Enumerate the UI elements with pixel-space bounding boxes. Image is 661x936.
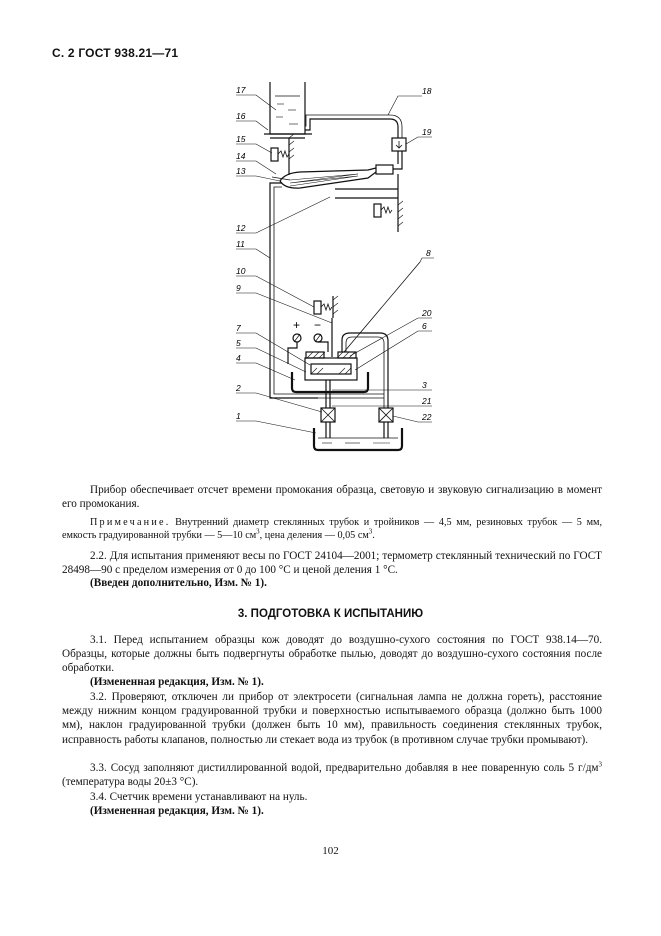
section-3-title: 3. ПОДГОТОВКА К ИСПЫТАНИЮ [237, 608, 424, 620]
callout-3: 3 [422, 380, 427, 390]
clause-2-2: 2.2. Для испытания применяют весы по ГОСТ 24104—2001; термометр стеклянный технический по ГОСТ 28498—90 с пределом измерения от 0 до 100 °C и ценой деления 1 °C. [62, 550, 602, 577]
callout-14: 14 [236, 151, 246, 161]
note-label: Примечание. [90, 517, 171, 528]
callout-2: 2 [236, 383, 241, 393]
clause-3-3-b: (температура воды 20±3 °C). [62, 776, 199, 789]
clause-3-1-amendment: (Измененная редакция, Изм. № 1). [90, 676, 264, 688]
note-part-b: , цена деления — 0,05 см [259, 530, 369, 542]
callout-6: 6 [422, 321, 427, 331]
callout-21: 21 [422, 396, 432, 406]
page-number: 102 [322, 845, 339, 857]
polarity-plus: + [293, 318, 301, 332]
note [62, 516, 602, 543]
callout-16: 16 [236, 111, 246, 121]
clause-3-2: 3.2. Проверяют, отключен ли прибор от электросети (сигнальная лампа не должна гореть), расстояние между нижним концом градуированной трубки и поверхностью испытываемого образца (должно быть 1000 мм), наклон градуированной трубки (должен быть 10 мм), правильность соединения стеклянных трубок, исправность работы клапанов, полностью ли стекает вода из трубок (в противном случае трубки промывают). [62, 691, 602, 746]
clause-3-1: 3.1. Перед испытанием образцы кож доводят до воздушно-сухого состояния по ГОСТ 938.14—70. Образцы, которые должны быть подвергнуты обработке пылью, доводят до воздушно-сухого состояния после обработки. [62, 634, 602, 675]
note-part-a: Внутренний диаметр стеклянных трубок и тройников — 4,5 мм, резиновых трубок — 5 мм, емкость градуированной трубки — 5—10 см [62, 517, 603, 542]
callout-9: 9 [236, 283, 241, 293]
device-description: Прибор обеспечивает отсчет времени промокания образца, световую и звуковую сигнализацию в момент его промокания. [62, 484, 602, 511]
callout-8: 8 [426, 248, 431, 258]
clause-3-3-sup: 3 [598, 760, 602, 769]
page-header: С. 2 ГОСТ 938.21—71 [52, 46, 179, 60]
note-sup-1: 3 [256, 528, 260, 537]
note-sup-2: 3 [368, 528, 373, 537]
clause-3-3-a: 3.3. Сосуд заполняют дистиллированной водой, предварительно добавляя в нее поваренную соль 5 г/дм [90, 762, 599, 774]
callout-4: 4 [236, 353, 241, 363]
note-part-c: . [372, 530, 375, 542]
callout-10: 10 [236, 266, 246, 276]
clause-3-4: 3.4. Счетчик времени устанавливают на нуль. [90, 791, 308, 803]
callout-18: 18 [422, 86, 432, 96]
polarity-minus: − [314, 318, 322, 332]
callout-5: 5 [236, 338, 241, 348]
clause-3-4-amendment: (Измененная редакция, Изм. № 1). [90, 805, 264, 817]
callout-22: 22 [422, 412, 432, 422]
callout-11: 11 [236, 239, 245, 249]
callout-13: 13 [236, 166, 246, 176]
callout-12: 12 [236, 223, 246, 233]
callout-20: 20 [422, 308, 432, 318]
callout-17: 17 [236, 85, 246, 95]
callout-15: 15 [236, 134, 246, 144]
clause-2-2-amendment: (Введен дополнительно, Изм. № 1). [90, 577, 267, 589]
callout-19: 19 [422, 127, 432, 137]
clause-3-3 [62, 761, 602, 789]
callout-1: 1 [236, 411, 241, 421]
callout-7: 7 [236, 323, 241, 333]
